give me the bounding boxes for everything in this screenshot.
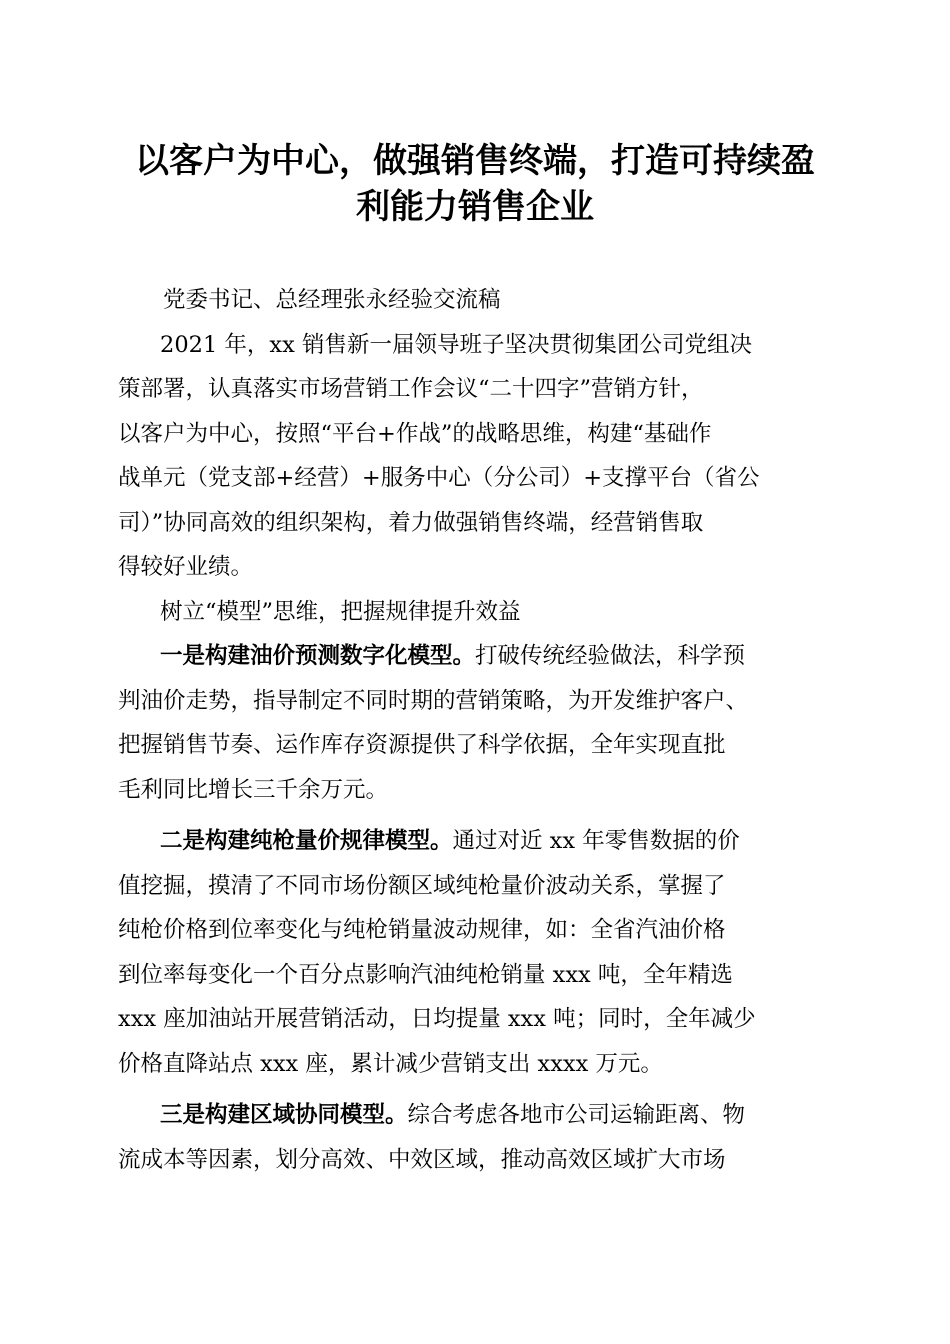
paragraph-line: [118, 1093, 830, 1138]
document-title: [100, 138, 850, 230]
item-3-lead: 三是构建区域协同模型。: [160, 1102, 408, 1128]
byline: [118, 278, 830, 323]
paragraph-line: 值挖掘，摸清了不同市场份额区域纯枪量价波动关系，掌握了: [118, 872, 726, 899]
section-heading: [118, 590, 830, 635]
paragraph-line: 判油价走势，指导制定不同时期的营销策略，为开发维护客户、: [118, 687, 749, 714]
document-body: [118, 278, 830, 1182]
item-2-lead: 二是构建纯枪量价规律模型。: [160, 828, 453, 854]
paragraph-line: xxx 座加油站开展营销活动，日均提量 xxx 吨；同时，全年减少: [118, 1006, 756, 1032]
paragraph-line: 策部署，认真落实市场营销工作会议“二十四字”营销方针，: [118, 376, 704, 402]
paragraph-line: 价格直降站点 xxx 座，累计减少营销支出 xxxx 万元。: [118, 1050, 663, 1077]
title-line-2: 利能力销售企业: [356, 187, 594, 227]
item-1-paragraph: [118, 634, 830, 812]
paragraph-line: [118, 819, 830, 864]
section-heading-text: 树立“模型”思维，把握规律提升效益: [160, 598, 521, 625]
paragraph-line: 把握销售节奏、运作库存资源提供了科学依据，全年实现直批: [118, 732, 726, 758]
title-line-1: 以客户为中心，做强销售终端，打造可持续盈: [135, 141, 815, 181]
item-1-first-rest: 打破传统经验做法，科学预: [475, 643, 746, 669]
paragraph-line: [118, 634, 830, 679]
item-2-first-rest: 通过对近 xx 年零售数据的价: [452, 828, 740, 854]
paragraph-line: 以客户为中心，按照“平台+作战”的战略思维，构建“基础作: [118, 420, 712, 447]
item-2-paragraph: [118, 819, 830, 1086]
byline-text: 党委书记、总经理张永经验交流稿: [163, 287, 501, 313]
intro-paragraph: [118, 323, 830, 590]
item-1-lead: 一是构建油价预测数字化模型。: [160, 643, 476, 669]
paragraph-line: 纯枪价格到位率变化与纯枪销量波动规律，如：全省汽油价格: [118, 917, 726, 943]
paragraph-line: 流成本等因素，划分高效、中效区域，推动高效区域扩大市场: [118, 1146, 726, 1173]
paragraph-line: 2021 年，xx 销售新一届领导班子坚决贯彻集团公司党组决: [160, 331, 752, 358]
paragraph-line: 战单元（党支部+经营）+服务中心（分公司）+支撑平台（省公: [118, 465, 760, 491]
paragraph-line: 毛利同比增长三千余万元。: [118, 776, 389, 803]
paragraph-line: 司）”协同高效的组织架构，着力做强销售终端，经营销售取: [118, 509, 704, 536]
item-3-paragraph: [118, 1093, 830, 1182]
paragraph-line: 到位率每变化一个百分点影响汽油纯枪销量 xxx 吨，全年精选: [118, 961, 733, 988]
item-3-first-rest: 综合考虑各地市公司运输距离、物: [407, 1102, 746, 1128]
paragraph-line: 得较好业绩。: [118, 554, 254, 580]
